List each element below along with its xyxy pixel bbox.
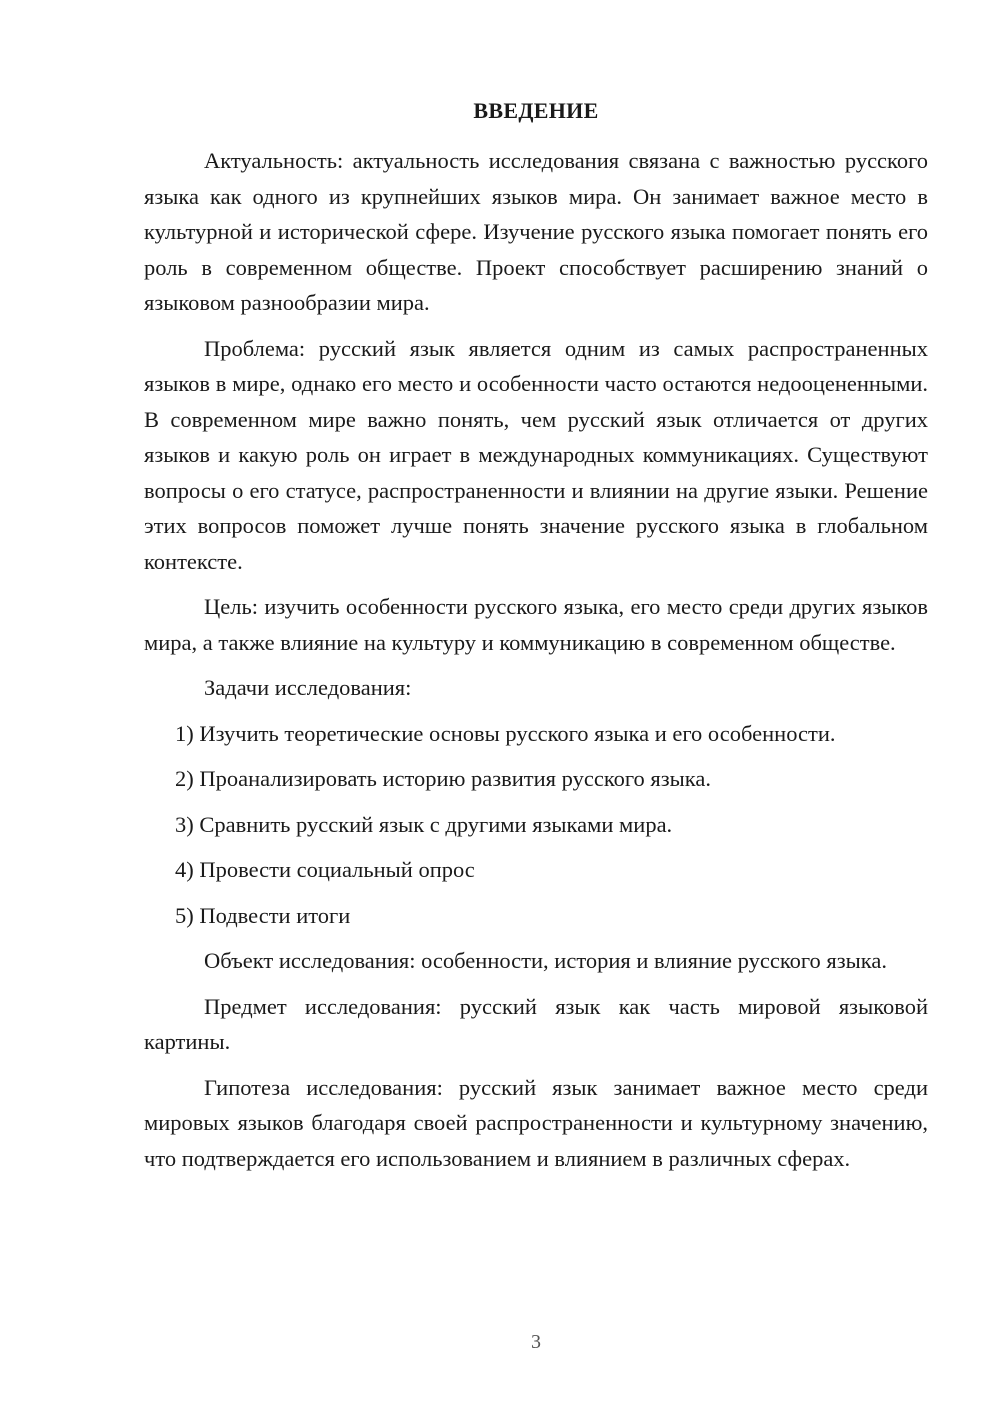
list-item: 3) Сравнить русский язык с другими языками мира. <box>175 811 673 837</box>
list-item: 4) Провести социальный опрос <box>175 857 475 882</box>
paragraph-subject: Предмет исследования: русский язык как часть мировой языковой картины. <box>144 993 928 1054</box>
list-item: 1) Изучить теоретические основы русского языка и его особенности. <box>175 720 836 746</box>
paragraph-hypothesis: Гипотеза исследования: русский язык занимает важное место среди мировых языков благодаря своей распространенности и культурному значению, что подтверждается его использованием и влиянием в различных сферах. <box>144 1074 928 1171</box>
paragraph-relevance: Актуальность: актуальность исследования связана с важностью русского языка как одного из крупнейших языков мира. Он занимает важное место в культурной и исторической сфере. Изучение русского языка помогает понять его роль в современном обществе. Проект способствует расширению знаний о языковом разнообразии мира. <box>144 148 928 315</box>
paragraph-goal: Цель: изучить особенности русского языка, его место среди других языков мира, а также влияние на культуру и коммуникацию в современном обществе. <box>144 594 928 655</box>
paragraph-problem: Проблема: русский язык является одним из самых распространенных языков в мире, однако его место и особенности часто остаются недооцененными. В современном мире важно понять, чем русский язык отличается от других языков и какую роль он играет в международных коммуникациях. Существуют вопросы о его статусе, распространенности и влиянии на другие языки. Решение этих вопросов поможет лучше понять значение русского языка в глобальном контексте. <box>144 335 928 574</box>
list-item: 5) Подвести итоги <box>175 902 351 928</box>
page-number: 3 <box>531 1331 541 1353</box>
list-item: 2) Проанализировать историю развития русского языка. <box>175 766 711 791</box>
tasks-heading: Задачи исследования: <box>204 675 412 700</box>
page-title: ВВЕДЕНИЕ <box>473 98 599 123</box>
paragraph-object: Объект исследования: особенности, история и влияние русского языка. <box>204 948 887 973</box>
tasks-list <box>144 716 928 934</box>
document-body <box>144 143 928 1186</box>
